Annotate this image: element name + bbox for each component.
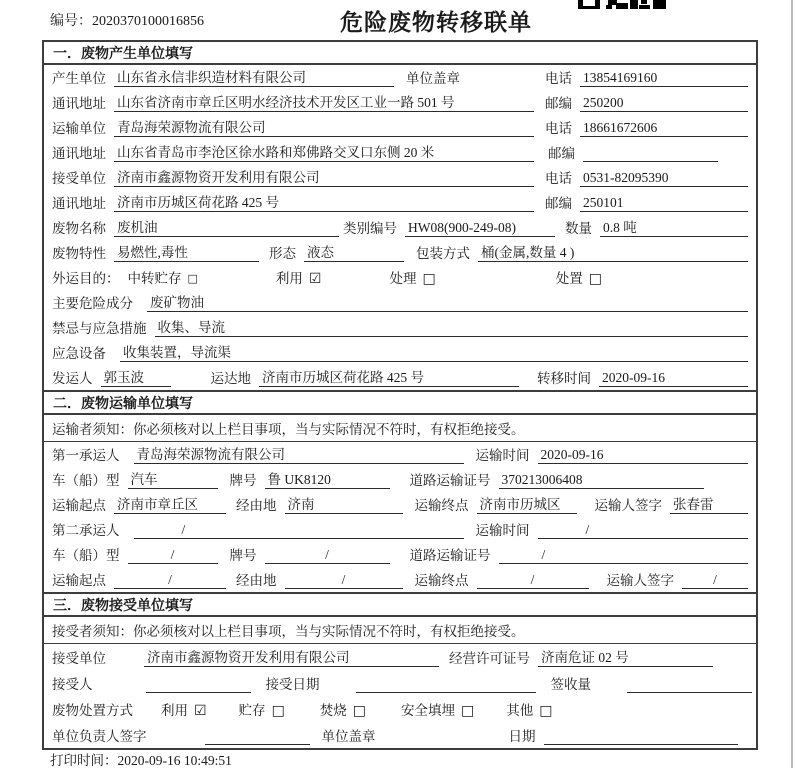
transport-phone-label: 电话 [545,121,572,136]
receipt-qty-label: 签收量 [550,677,591,692]
plate1-value: 鲁 UK8120 [265,471,390,489]
field-waste-traits [44,240,756,265]
field-transfer-purpose [44,265,756,290]
page-right-edge [791,0,793,768]
packing-value: 桶(金属,数量 4 ) [478,244,748,262]
route2-sign-value: / [682,571,748,589]
purpose-option-treat [389,270,435,287]
receive-zip-value: 250101 [580,194,748,212]
first-carrier-label: 第一承运人 [52,448,120,463]
road-cert2-value: / [499,546,749,564]
receive-zip-label: 邮编 [545,196,572,211]
receiving-unit-label: 接受单位 [52,651,106,666]
receive-unit-value: 济南市鑫源物资开发利用有限公司 [114,169,534,187]
route1-start-label: 运输起点 [52,498,106,513]
second-carrier-value: / [134,521,464,539]
field-producer-address [44,90,756,115]
disposal-option-utilize [161,702,207,719]
producer-address-value: 山东省济南市章丘区明水经济技术开发区工业一路 501 号 [114,94,534,112]
section-producer-title: 一．废物产生单位填写 [44,42,756,65]
receive-address-value: 济南市历城区荷花路 425 号 [114,194,534,212]
accept-date-label: 接受日期 [265,677,320,692]
field-second-carrier [44,517,756,542]
shipper-value: 郭玉波 [101,369,171,387]
field-receive-address [44,190,756,215]
producer-zip-label: 邮编 [545,96,572,111]
receive-address-label: 通讯地址 [52,196,106,211]
transport-time1-label: 运输时间 [475,448,530,463]
field-taboo-measures [44,315,756,340]
responsible-sign-label: 单位负责人签字 [52,729,147,744]
purpose-dispose-checkbox: □ [588,271,602,287]
disposal-option-landfill [401,702,474,719]
first-carrier-value: 青岛海荣源物流有限公司 [134,446,464,464]
transport-address-label: 通讯地址 [52,146,106,161]
field-vehicle1 [44,467,756,492]
route2-start-value: / [114,571,226,589]
qr-code-fragment [578,0,668,10]
taboo-label: 禁忌与应急措施 [52,321,147,336]
waste-qty-value: 0.8 吨 [600,219,748,237]
route2-start-label: 运输起点 [52,573,106,588]
waste-form-value: 液态 [304,244,404,262]
plate2-value: / [265,546,390,564]
sign-date-label: 日期 [508,729,536,744]
purpose-treat-checkbox: □ [422,271,436,287]
disposal-utilize-checkbox: ☑ [194,703,207,719]
road-cert1-value: 370213006408 [499,471,704,489]
permit-value: 济南危证 02 号 [538,649,713,667]
equipment-label: 应急设备 [52,346,106,361]
disposal-incinerate-checkbox: □ [352,703,367,719]
section-receiver [44,592,756,748]
field-shipper [44,365,756,390]
waste-traits-label: 废物特性 [52,246,106,261]
transport-time1-value: 2020-09-16 [538,446,749,464]
field-waste-name [44,215,756,240]
producer-address-label: 通讯地址 [52,96,106,111]
route2-via-value: / [285,571,403,589]
field-emergency-equipment [44,340,756,365]
destination-value: 济南市历城区荷花路 425 号 [259,369,519,387]
acceptor-label: 接受人 [52,677,93,692]
route1-via-label: 经由地 [236,498,277,513]
disposal-label: 废物处置方式 [52,703,133,718]
transporter-notice-text: 运输者须知：你必须核对以上栏目事项，当与实际情况不符时，有权拒绝接受。 [52,422,525,437]
purpose-option-utilize [276,270,322,287]
unit-seal-label: 单位盖章 [406,71,460,86]
transporter-notice [44,415,756,442]
vehicle2-type-value: / [128,546,218,564]
route2-end-value: / [477,571,589,589]
disposal-utilize-label: 利用 [161,703,188,718]
taboo-value: 收集、导流 [155,319,749,337]
producer-phone-value: 13854169160 [580,69,748,87]
waste-traits-value: 易燃性,毒性 [114,244,259,262]
transport-time2-value: / [538,521,749,539]
field-producer-unit [44,65,756,90]
route1-sign-value: 张春雷 [670,496,748,514]
road-cert2-label: 道路运输证号 [409,548,491,563]
purpose-treat-label: 处理 [389,271,417,286]
destination-label: 运达地 [210,371,251,386]
serial-label: 编号： [50,14,92,29]
purpose-label: 外运目的： [52,271,120,286]
waste-form-label: 形态 [269,246,296,261]
route1-start-value: 济南市章丘区 [114,496,226,514]
page-title: 危险废物转移联单 [340,9,532,35]
field-receive-unit [44,165,756,190]
section-producer [44,42,756,390]
route1-end-value: 济南市历城区 [477,496,577,514]
packing-label: 包装方式 [416,246,470,261]
route1-end-label: 运输终点 [414,498,469,513]
field-hazard-component [44,290,756,315]
receive-phone-value: 0531-82095390 [580,169,748,187]
disposal-store-label: 贮存 [238,703,266,718]
field-first-carrier [44,442,756,467]
route1-sign-label: 运输人签字 [594,498,662,513]
road-cert1-label: 道路运输证号 [409,473,491,488]
waste-code-label: 类别编号 [343,221,397,236]
responsible-sign-value [205,728,310,745]
disposal-landfill-label: 安全填埋 [401,703,456,718]
transport-unit-label: 运输单位 [52,121,106,136]
receiving-unit-value: 济南市鑫源物资开发利用有限公司 [144,649,439,667]
disposal-option-incinerate [320,702,366,719]
disposal-landfill-checkbox: □ [461,703,475,719]
disposal-option-other [506,702,552,719]
purpose-dispose-label: 处置 [555,271,583,286]
field-route1 [44,492,756,517]
receiver-notice-text: 接受者须知：你必须核对以上栏目事项，当与实际情况不符时，有权拒绝接受。 [52,624,525,639]
field-disposal-method [44,696,756,722]
unit-seal2-label: 单位盖章 [321,729,376,744]
print-time-value: 2020-09-16 10:49:51 [117,753,232,768]
field-transport-address [44,140,756,165]
producer-zip-value: 250200 [580,94,748,112]
receive-phone-label: 电话 [545,171,572,186]
print-timestamp [50,749,232,769]
disposal-option-store [239,702,285,719]
acceptor-value [146,676,251,693]
purpose-storage-label: 中转贮存 [127,271,182,286]
field-responsible-signature [44,722,756,748]
manifest-table [42,40,758,750]
vehicle2-type-label: 车（船）型 [52,548,120,563]
field-route2 [44,567,756,592]
transport-zip-value [583,145,718,162]
print-time-label: 打印时间： [50,753,118,768]
disposal-incinerate-label: 焚烧 [319,703,347,718]
purpose-utilize-label: 利用 [275,271,303,286]
transport-phone-value: 18661672606 [580,119,748,137]
transfer-time-value: 2020-09-16 [599,369,748,387]
section-transporter-title: 二．废物运输单位填写 [44,392,756,415]
disposal-other-checkbox: □ [539,703,553,719]
purpose-option-storage [128,270,198,287]
field-acceptor [44,670,756,696]
purpose-utilize-checkbox: ☑ [308,271,322,287]
receive-unit-label: 接受单位 [52,171,106,186]
shipper-label: 发运人 [52,371,93,386]
transfer-time-label: 转移时间 [537,371,591,386]
permit-label: 经营许可证号 [449,651,530,666]
hazard-value: 废矿物油 [147,294,748,312]
purpose-option-dispose [556,270,602,287]
waste-code-value: HW08(900-249-08) [405,219,555,237]
hazard-label: 主要危险成分 [52,296,133,311]
vehicle1-type-value: 汽车 [128,471,218,489]
accept-date-value [356,676,536,693]
field-transport-unit [44,115,756,140]
receiver-notice [44,617,756,644]
plate2-label: 牌号 [229,548,257,563]
route2-end-label: 运输终点 [414,573,469,588]
route2-sign-label: 运输人签字 [606,573,674,588]
equipment-value: 收集装置，导流渠 [120,344,748,362]
transport-unit-value: 青岛海荣源物流有限公司 [114,119,534,137]
producer-unit-label: 产生单位 [52,71,106,86]
field-receiving-unit [44,644,756,670]
vehicle1-type-label: 车（船）型 [52,473,120,488]
producer-unit-value: 山东省永信非织造材料有限公司 [114,69,394,87]
transport-zip-label: 邮编 [548,146,575,161]
section-transporter [44,390,756,592]
transport-address-value: 山东省青岛市李沧区徐水路和郑佛路交叉口东侧 20 米 [114,144,534,162]
serial-value: 2020370100016856 [92,14,204,29]
second-carrier-label: 第二承运人 [52,523,120,538]
route1-via-value: 济南 [285,496,403,514]
receipt-qty-value [627,676,752,693]
disposal-store-checkbox: □ [271,703,285,719]
waste-qty-label: 数量 [565,221,592,236]
field-vehicle2 [44,542,756,567]
waste-name-value: 废机油 [114,219,339,237]
plate1-label: 牌号 [229,473,257,488]
purpose-storage-checkbox: □ [187,272,198,285]
producer-phone-label: 电话 [545,71,572,86]
disposal-other-label: 其他 [506,703,534,718]
route2-via-label: 经由地 [236,573,277,588]
sign-date-value [544,728,739,745]
waste-name-label: 废物名称 [52,221,106,236]
transport-time2-label: 运输时间 [475,523,530,538]
section-receiver-title: 三．废物接受单位填写 [44,594,756,617]
